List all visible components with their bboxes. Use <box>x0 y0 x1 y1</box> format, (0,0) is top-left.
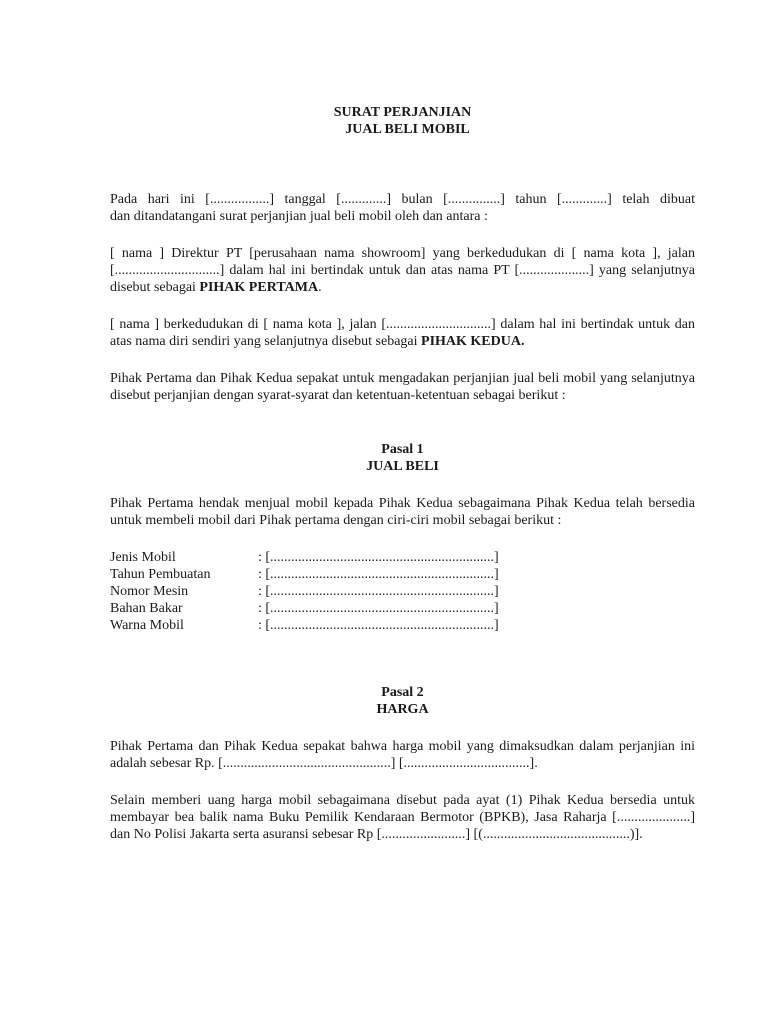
intro-line1: Pada hari ini [.................] tanggal [.............] bulan [...............] tahun [.............] telah dibuat <box>110 192 695 207</box>
document-body <box>110 0 695 843</box>
spacer <box>110 634 695 684</box>
party2-role: PIHAK KEDUA. <box>421 334 525 349</box>
pasal1-number: Pasal 1 <box>381 442 424 457</box>
spec-row-jenis-mobil <box>110 549 695 566</box>
party1-paragraph <box>110 245 695 296</box>
spec-row-warna-mobil <box>110 617 695 634</box>
party2-paragraph <box>110 316 695 350</box>
intro-line2: dan ditandatangani surat perjanjian jual beli mobil oleh dan antara : <box>110 209 488 224</box>
spec-label: Bahan Bakar <box>110 601 183 616</box>
party2-text: [ nama ] berkedudukan di [ nama kota ], jalan [..............................] dalam hal ini bertindak untuk dan atas nama diri sendiri yang selanjutnya disebut sebagai <box>110 317 695 349</box>
doc-title-line2: JUAL BELI MOBIL <box>345 122 470 137</box>
agreement-intro: Pihak Pertama dan Pihak Kedua sepakat untuk mengadakan perjanjian jual beli mobil yang selanjutnya disebut perjanjian dengan syarat-syarat dan ketentuan-ketentuan sebagai berikut : <box>110 371 695 403</box>
spacer <box>110 296 695 316</box>
party1-end: . <box>318 280 322 295</box>
party1-role: PIHAK PERTAMA <box>199 280 319 295</box>
pasal2-text1: Pihak Pertama dan Pihak Kedua sepakat bahwa harga mobil yang dimaksudkan dalam perjanjian ini adalah sebesar Rp. [................................................] [....................................]. <box>110 739 695 771</box>
spec-label: Warna Mobil <box>110 618 184 633</box>
spacer <box>110 350 695 370</box>
spec-value: : [................................................................] <box>258 584 499 599</box>
car-spec-list <box>110 549 695 634</box>
spec-label: Tahun Pembuatan <box>110 567 211 582</box>
spec-value: : [................................................................] <box>258 601 499 616</box>
spec-row-bahan-bakar <box>110 600 695 617</box>
spacer <box>110 529 695 549</box>
pasal2-heading: HARGA <box>376 702 429 717</box>
spec-label: Jenis Mobil <box>110 550 176 565</box>
spacer <box>110 772 695 792</box>
spacer <box>110 718 695 738</box>
party1-text: [ nama ] Direktur PT [perusahaan nama showroom] yang berkedudukan di [ nama kota ], jalan [..............................] dalam hal ini bertindak untuk dan atas nama PT [....................] yang selanjutnya disebut sebagai <box>110 246 695 295</box>
pasal1-text: Pihak Pertama hendak menjual mobil kepada Pihak Kedua sebagaimana Pihak Kedua telah bersedia untuk membeli mobil dari Pihak pertama dengan ciri-ciri mobil sebagai berikut : <box>110 496 695 528</box>
spacer <box>110 404 695 441</box>
spacer <box>110 138 695 189</box>
pasal2-text2: Selain memberi uang harga mobil sebagaimana disebut pada ayat (1) Pihak Kedua bersedia untuk membayar bea balik nama Buku Pemilik Kendaraan Bermotor (BPKB), Jasa Raharja [.....................] dan No Polisi Jakarta serta asuransi sebesar Rp [........................] [(..........................................)]. <box>110 793 695 842</box>
spec-value: : [................................................................] <box>258 550 499 565</box>
doc-title-line1: SURAT PERJANJIAN <box>333 105 472 120</box>
pasal1-heading: JUAL BELI <box>366 459 439 474</box>
spec-row-tahun-pembuatan <box>110 566 695 583</box>
spec-value: : [................................................................] <box>258 567 499 582</box>
spec-row-nomor-mesin <box>110 583 695 600</box>
spacer <box>110 225 695 245</box>
spacer <box>110 475 695 495</box>
spec-label: Nomor Mesin <box>110 584 189 599</box>
spec-value: : [................................................................] <box>258 618 499 633</box>
pasal2-number: Pasal 2 <box>381 685 424 700</box>
